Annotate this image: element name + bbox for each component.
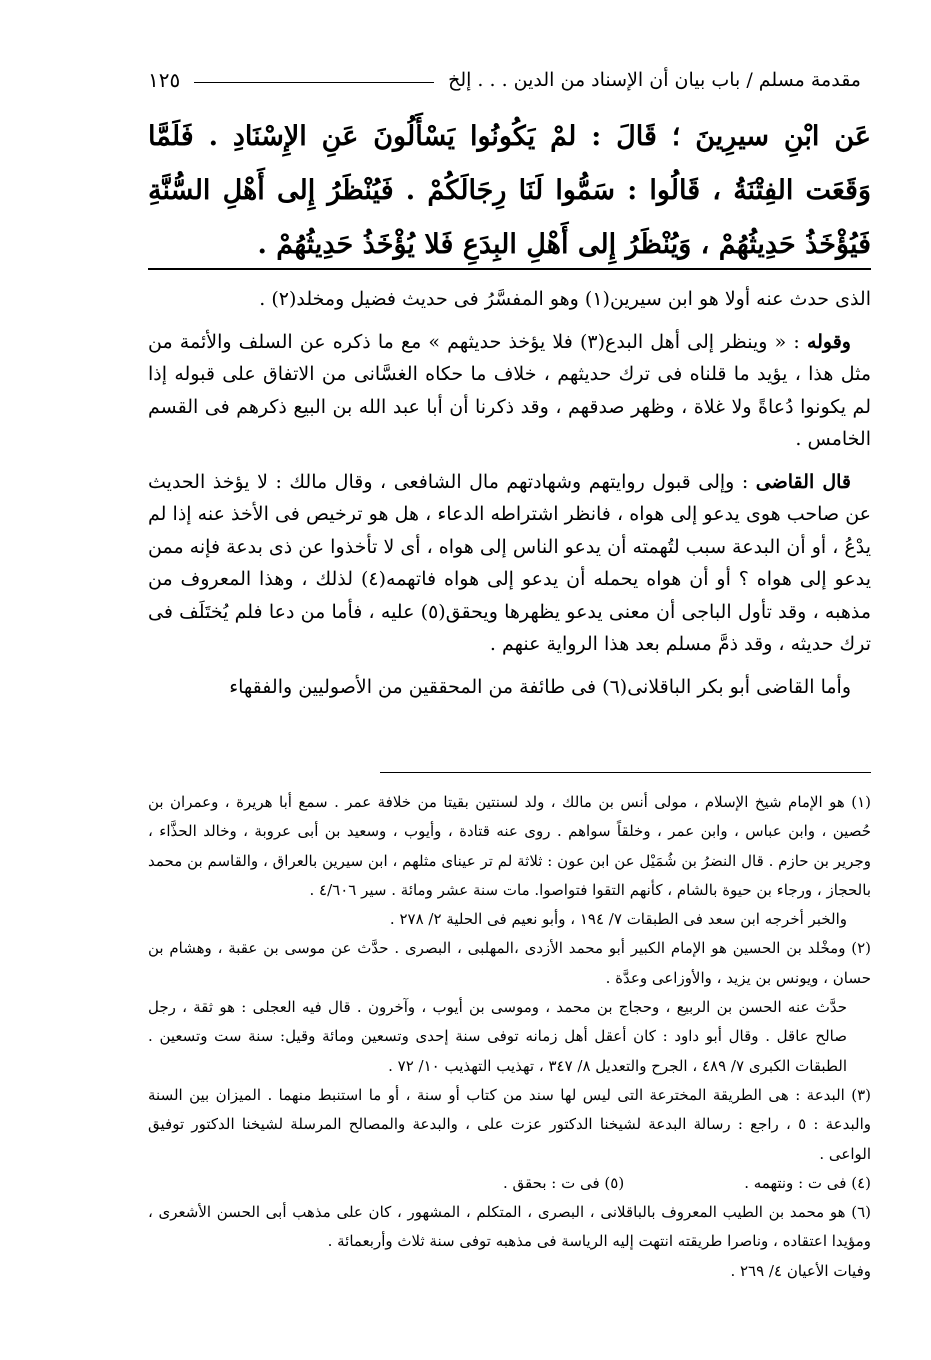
header-title: مقدمة مسلم / باب بيان أن الإسناد من الدين . . . إلخ [448, 69, 861, 91]
hadith-separator [148, 268, 871, 270]
commentary-text-2: : « وينظر إلى أهل البدع(٣) فلا يؤخذ حديثهم » مع ما ذكره عن السلف والأئمة من مثل هذا ، يؤيد ما قلناه فى ترك حديثهم ، خلاف ما حكاه الغسَّانى من الاتفاق على قبوله إذا لم يكونوا دُعاةً ولا غلاة ، وظهر صدقهم ، وقد ذكرنا أن أبا عبد الله بن البيع ذكرهم فى القسم الخامس . [148, 330, 871, 450]
footnote-6-source: وفيات الأعيان ٤/ ٢٦٩ . [730, 1261, 871, 1280]
running-header [148, 62, 861, 98]
commentary-lead-2: وقوله [806, 330, 851, 353]
commentary-paragraph-1: الذى حدث عنه أولا هو ابن سيرين(١) وهو المفسَّرُ فى حديث فضيل ومخلد(٢) . [259, 288, 871, 310]
commentary-text-3: : وإلى قبول روايتهم وشهادتهم مال الشافعى ، وقال مالك : لا يؤخذ الحديث عن صاحب هوى يدعو إلى هواه ، فانظر اشتراطه الدعاء ، هل هو ترخيص فى الأخذ عنه إذا لم يدْعُ ، أو أن البدعة سبب لتُهمته أن يدعو الناس إلى هواه ، أى لا تأخذوا عن ذى بدعة فإنه ممن يدعو إلى هواه ؟ أو أن هواه يحمله أن يدعو إلى هواه فاتهمه(٤) لذلك ، وهذا المعروف من مذهبه ، وقد تأول الباجى أن معنى يدعو يظهرها ويحقق(٥) عليه ، فأما من دعا فلم يُختَلَف فى ترك حديثه ، وقد ذمَّ مسلم بعد هذا الرواية عنهم . [148, 470, 872, 655]
header-rule [194, 82, 434, 83]
commentary-block [148, 283, 871, 713]
hadith-text: عَن ابْنِ سيرِينَ ؛ قَالَ : لمْ يَكُونُوا يَسْأَلُونَ عَنِ الإِسْنَادِ . فَلَمَّا وَقَعَت الفِتْنَةُ ، قَالُوا : سَمُّوا لَنَا رِجَالَكُمْ . فَيُنْظَرُ إِلى أَهْلِ السُّنَّةِ فَيُؤْخَذُ حَدِيثُهُمْ ، وَيُنْظَرُ إِلى أَهْلِ البِدَعِ فَلا يُؤْخَذُ حَدِيثُهُمْ . [148, 121, 871, 260]
commentary-paragraph-3 [148, 466, 871, 661]
hadith-text-block [148, 110, 871, 272]
page-number: ١٢٥ [148, 68, 181, 92]
footnote-6: (٦) هو محمد بن الطيب المعروف بالباقلانى ، البصرى ، المتكلم ، المشهور ، كان على مذهب أبى الحسن الأشعرى ، ومؤيدا اعتقاده ، وناصرا طريقته انتهت إليه الرياسة فى مذهبه توفى سنة ثلاث وأربعمائة . [148, 1203, 871, 1251]
footnote-3: (٣) البدعة : هى الطريقة المخترعة التى ليس لها سند من كتاب أو سنة ، أو ما استنبط منهما . الميزان بين السنة والبدعة : ٥ ، راجع : رسالة البدعة لشيخنا الدكتور عزت على ، والبدعة والمصالح المرسلة لشيخنا الدكتور توفيق الواعى . [148, 1085, 871, 1163]
footnote-2-continuation: حدَّث عنه الحسن بن الربيع ، وحجاج بن محمد ، وموسى بن أيوب ، وآخرون . قال فيه العجلى : هو ثقة ، رجل صالح عاقل . وقال أبو داود : كان أعقل أهل زمانه توفى سنة إحدى وتسعين ومائة وقيل: سنة ست وتسعين . الطبقات الكبرى ٧/ ٤٨٩ ، الجرح والتعديل ٨/ ٣٤٧ ، تهذيب التهذيب ١٠/ ٧٢ . [148, 998, 847, 1075]
footnote-2: (٢) ومخْلد بن الحسين هو الإمام الكبير أبو محمد الأزدى ،المهلبى ، البصرى . حدَّث عن موسى بن عقبة ، وهشام بن حسان ، ويونس بن يزيد ، والأوزاعى وعدَّة . [148, 939, 871, 987]
commentary-paragraph-4: وأما القاضى أبو بكر الباقلانى(٦) فى طائفة من المحققين من الأصوليين والفقهاء [229, 675, 851, 698]
footnotes-4-5-row [148, 1169, 871, 1198]
footnotes-block [148, 788, 871, 1286]
footnote-1-source: والخبر أخرجه ابن سعد فى الطبقات ٧/ ١٩٤ ، وأبو نعيم فى الحلية ٢/ ٢٧٨ . [389, 910, 847, 929]
commentary-paragraph-2 [148, 326, 871, 456]
footnote-4: (٤) فى ت : ونتهمه . [744, 1173, 871, 1192]
commentary-lead-3: قال القاضى [755, 470, 851, 493]
footnote-1: (١) هو الإمام شيخ الإسلام ، مولى أنس بن مالك ، ولد لسنتين بقيتا من خلافة عمر . سمع أبا هريرة ، وعمران بن حُصين ، وابن عباس ، وابن عمر ، وخلقاً سواهم . روى عنه قتادة ، وأيوب ، وسعيد بن أبى عروبة ، وخالد الحذَّاء ، وجرير بن حازم . قال النضرُ بن شُمَيْل عن ابن عون : ثلاثة لم تر عيناى مثلهم ، ابن سيرين بالعراق ، والقاسم بن محمد بالحجاز ، ورجاء بن حيوة بالشام ، كأنهم التقوا فتواصوا. مات سنة عشر ومائة . سير ٤/٦٠٦ . [148, 793, 871, 899]
footnote-separator [380, 772, 871, 773]
footnote-5: (٥) فى ت : بحقق . [503, 1173, 625, 1192]
